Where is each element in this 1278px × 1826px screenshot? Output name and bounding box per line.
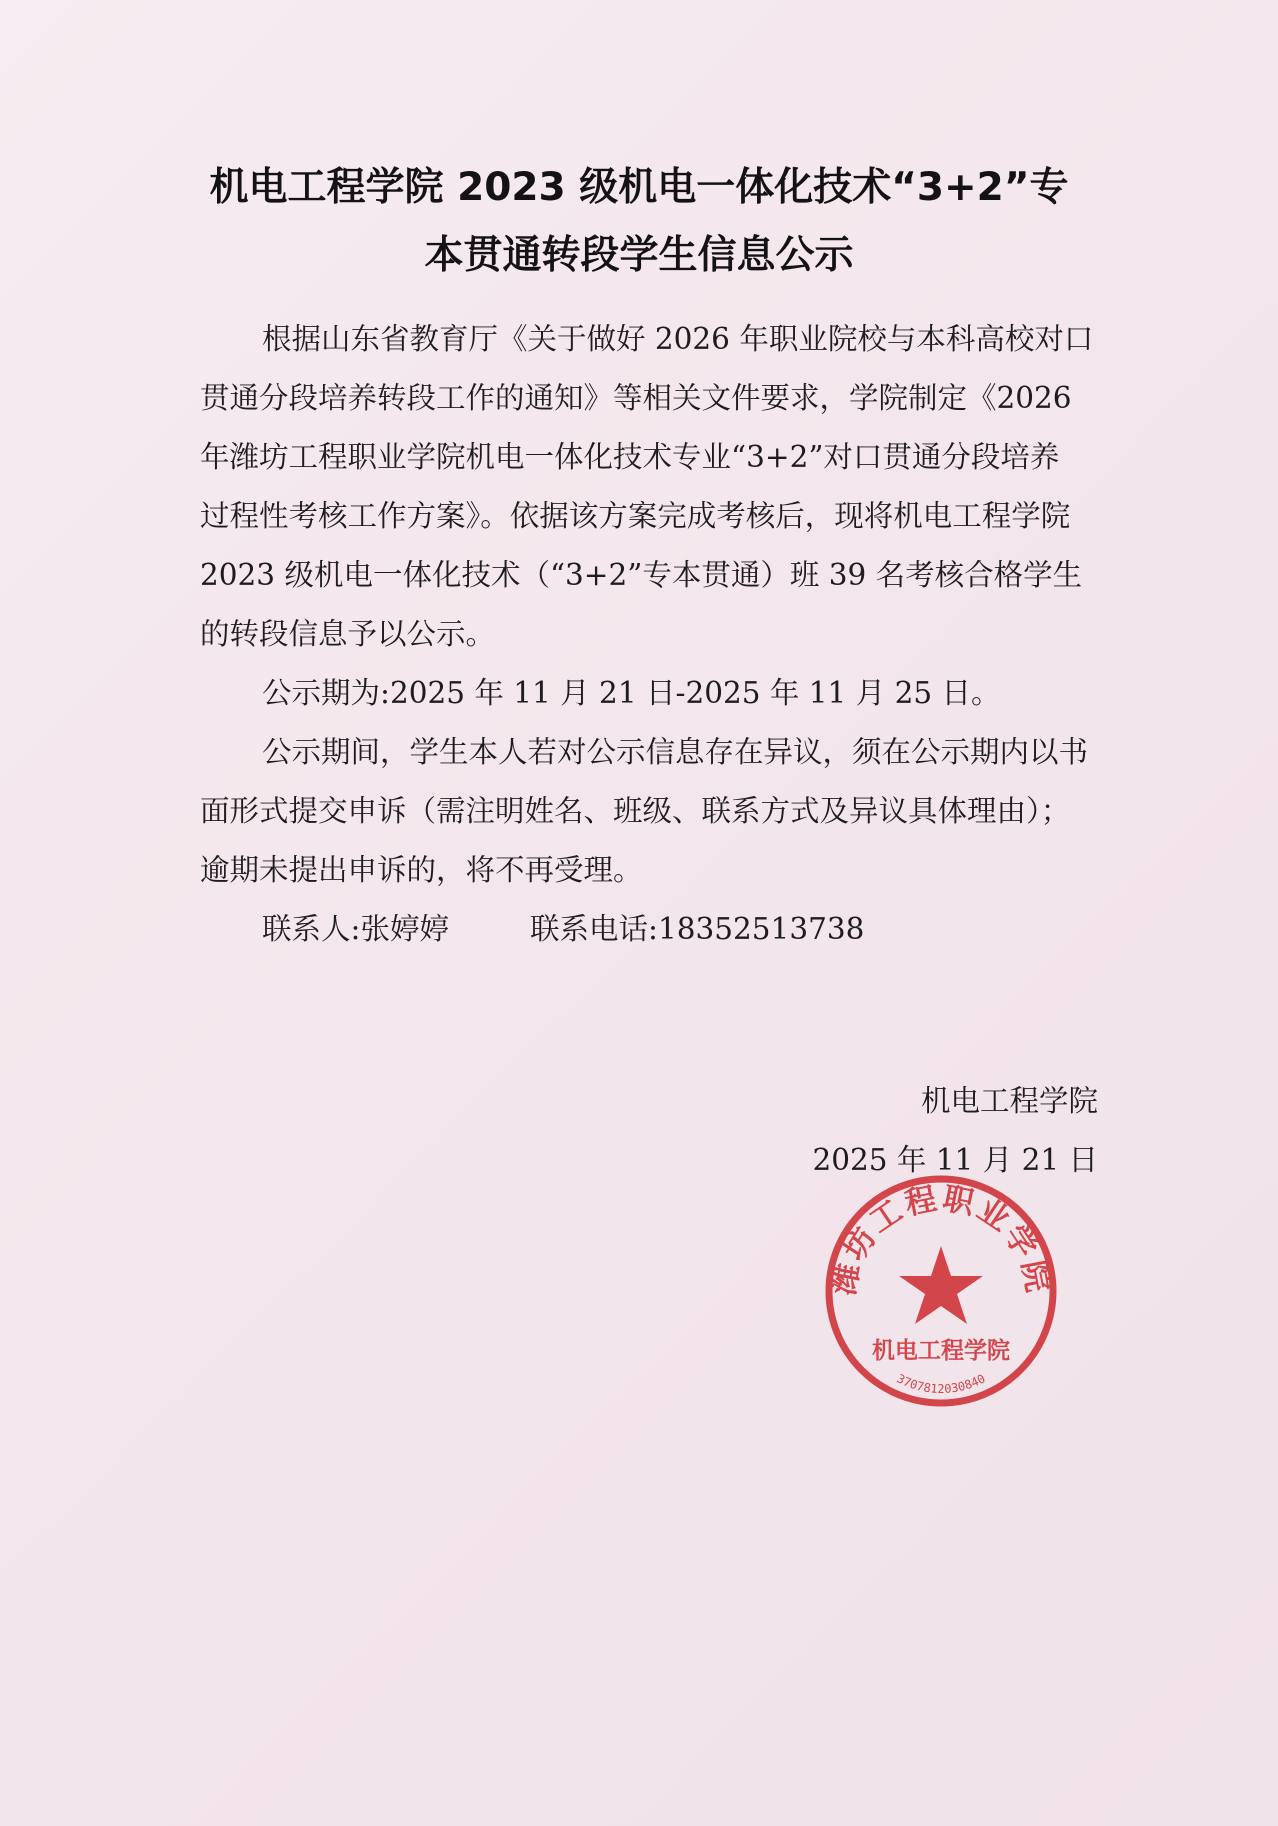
document-title-line-2: 本贯通转段学生信息公示	[424, 233, 854, 278]
document-title-line-1: 机电工程学院 2023 级机电一体化技术“3+2”专	[209, 165, 1069, 210]
body-line-5: 2023 级机电一体化技术（“3+2”专本贯通）班 39 名考核合格学生	[200, 558, 1083, 592]
seal-outer-text: 潍坊工程职业学院	[825, 1180, 1057, 1298]
seal-inner-text: 机电工程学院	[872, 1338, 1010, 1364]
body-line-1: 根据山东省教育厅《关于做好 2026 年职业院校与本科高校对口	[262, 322, 1094, 356]
contact-person: 联系人:张婷婷	[262, 912, 449, 946]
body-line-2: 贯通分段培养转段工作的通知》等相关文件要求，学院制定《2026	[200, 381, 1072, 415]
body-line-4: 过程性考核工作方案》。依据该方案完成考核后，现将机电工程学院	[200, 499, 1071, 533]
contact-phone: 联系电话:18352513738	[530, 912, 865, 946]
signature-date: 2025 年 11 月 21 日	[812, 1143, 1098, 1177]
seal-code: 3707812030840	[894, 1371, 988, 1396]
appeal-line-2: 面形式提交申诉（需注明姓名、班级、联系方式及异议具体理由）；	[200, 794, 1071, 828]
official-seal	[818, 1168, 1064, 1414]
star-icon	[899, 1246, 983, 1324]
period-line: 公示期为:2025 年 11 月 21 日-2025 年 11 月 25 日。	[262, 676, 1001, 710]
appeal-line-1: 公示期间，学生本人若对公示信息存在异议，须在公示期内以书	[262, 735, 1089, 769]
body-line-3: 年潍坊工程职业学院机电一体化技术专业“3+2”对口贯通分段培养	[200, 440, 1060, 474]
signature-org: 机电工程学院	[920, 1084, 1098, 1118]
body-line-6: 的转段信息予以公示。	[200, 617, 496, 651]
appeal-line-3: 逾期未提出申诉的，将不再受理。	[200, 853, 643, 887]
